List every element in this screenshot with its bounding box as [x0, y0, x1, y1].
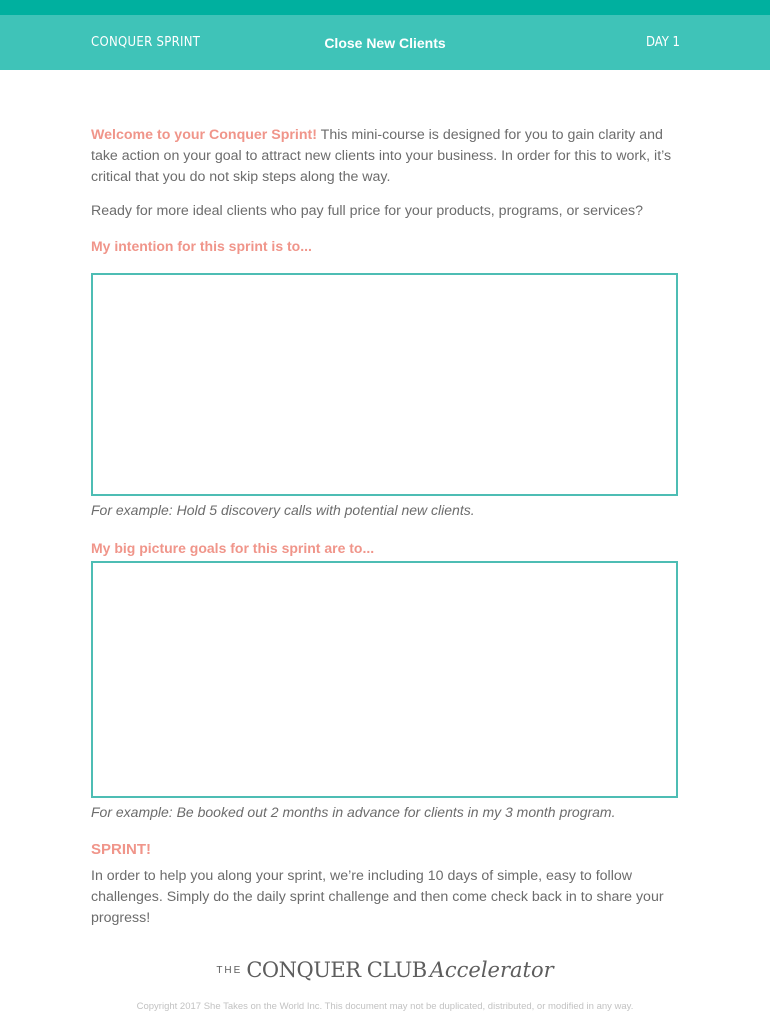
sprint-paragraph: In order to help you along your sprint, we’re including 10 days of simple, easy to follow challenges. Simply do the daily sprint challenge and then come check back in to share your progress!	[91, 868, 664, 926]
header-stripe	[0, 0, 770, 15]
sprint-heading: SPRINT!	[91, 841, 151, 858]
goals-example: For example: Be booked out 2 months in advance for clients in my 3 month program.	[91, 804, 616, 820]
intention-example: For example: Hold 5 discovery calls with potential new clients.	[91, 502, 475, 518]
logo-main: CONQUER CLUB	[246, 958, 427, 982]
logo-the: THE	[216, 965, 243, 976]
intention-heading: My intention for this sprint is to...	[91, 238, 312, 254]
header-day-label: DAY 1	[645, 35, 680, 50]
conquer-club-logo	[0, 958, 770, 982]
goals-input-box[interactable]	[91, 561, 678, 798]
copyright-notice: Copyright 2017 She Takes on the World Inc. This document may not be duplicated, distributed, or modified in any way.	[136, 1001, 634, 1012]
page-header	[0, 0, 770, 70]
intro-body: This mini-course is designed for you to gain clarity and take action on your goal to attract new clients into your business. In order for this to work, it’s critical that you do not skip steps along the way.	[91, 127, 672, 185]
header-course-name: CONQUER SPRINT	[91, 35, 201, 50]
goals-heading: My big picture goals for this sprint are to...	[91, 540, 375, 556]
question-paragraph: Ready for more ideal clients who pay full price for your products, programs, or services?	[91, 203, 643, 219]
intention-input-box[interactable]	[91, 273, 678, 496]
logo-script: Accelerator	[429, 958, 554, 982]
header-title: Close New Clients	[324, 35, 446, 51]
intro-paragraph	[91, 125, 681, 188]
intro-lead: Welcome to your Conquer Sprint!	[91, 127, 317, 143]
